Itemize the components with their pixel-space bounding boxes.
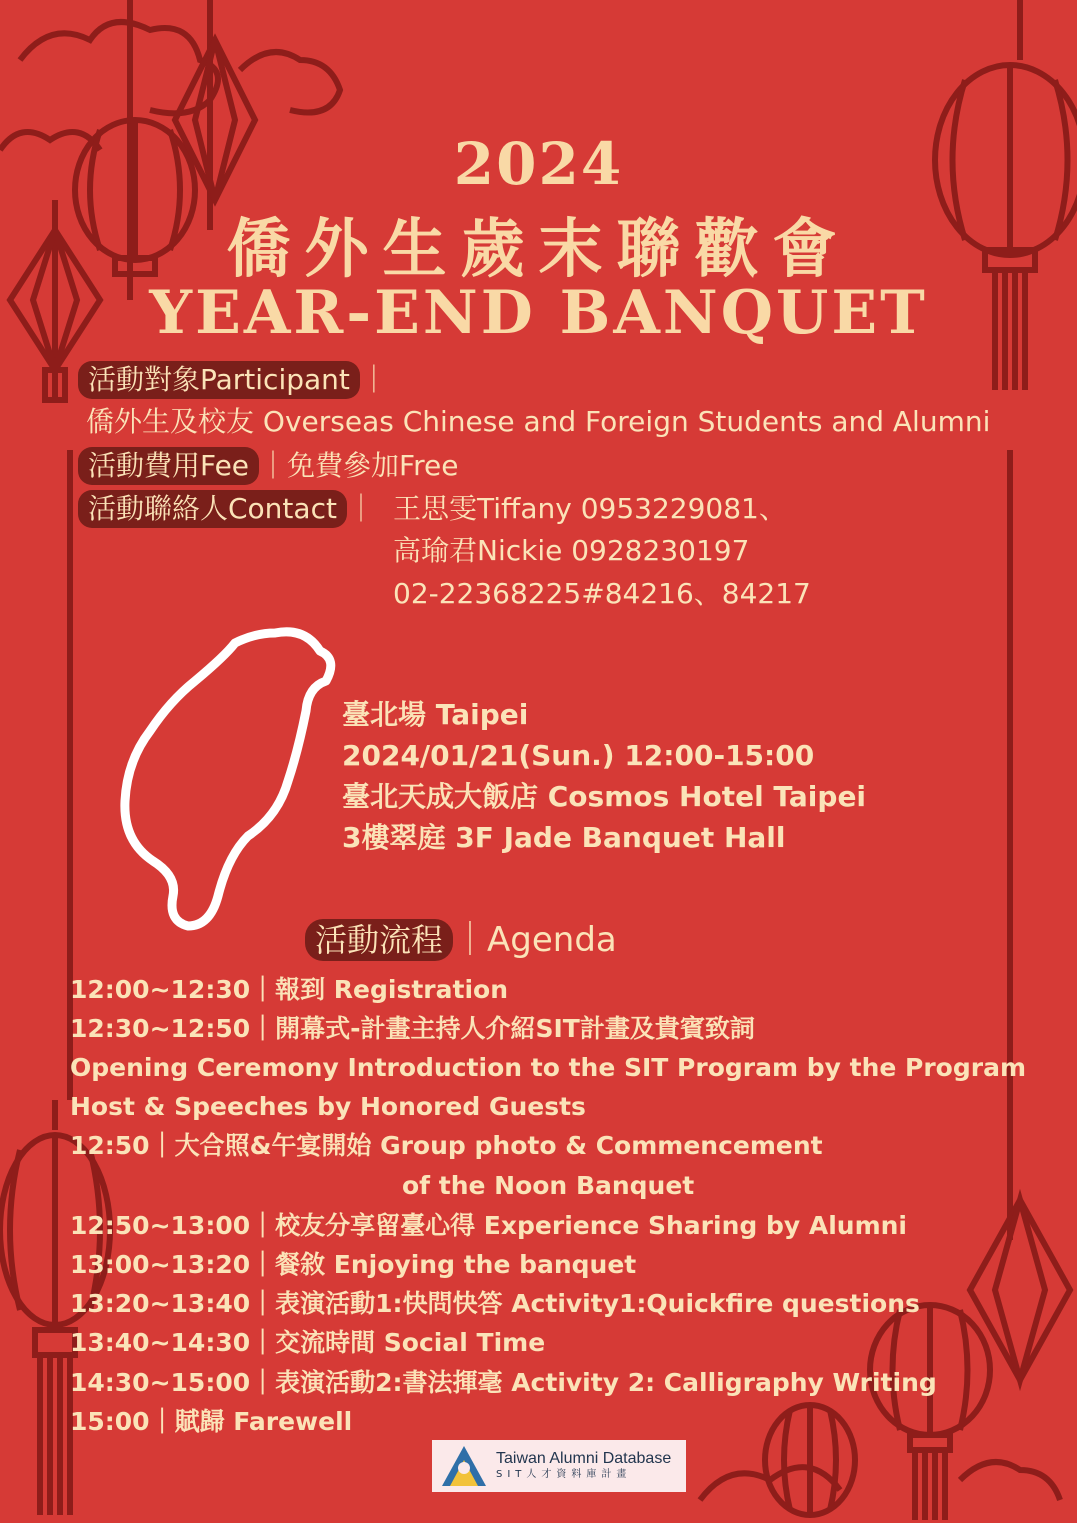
- contact-line-3: 02-22368225#84216、84217: [393, 577, 811, 610]
- agenda-item: Host & Speeches by Honored Guests: [70, 1092, 586, 1121]
- fee-label: 活動費用Fee: [78, 447, 259, 485]
- agenda-item: of the Noon Banquet: [402, 1171, 695, 1200]
- fee-value: 免費參加Free: [287, 449, 459, 482]
- title-english: YEAR-END BANQUET: [149, 278, 928, 348]
- separator: ｜: [359, 363, 388, 396]
- logo-name: Taiwan Alumni Database: [496, 1450, 672, 1467]
- location-hall: 3樓翠庭 3F Jade Banquet Hall: [342, 821, 786, 854]
- taiwan-map-icon: [110, 625, 340, 940]
- location-date: 2024/01/21(Sun.) 12:00-15:00: [342, 739, 815, 772]
- contact-row: [78, 489, 375, 529]
- agenda-item: 12:30~12:50｜開幕式-計畫主持人介紹SIT計畫及貴賓致詞: [70, 1014, 755, 1043]
- location-venue: 臺北天成大飯店 Cosmos Hotel Taipei: [342, 780, 867, 813]
- contact-line-1: 王思雯Tiffany 0953229081、: [393, 492, 787, 525]
- agenda-title: [305, 912, 617, 961]
- agenda-item: 15:00｜賦歸 Farewell: [70, 1407, 353, 1436]
- taiwan-alumni-database-logo: [432, 1440, 686, 1492]
- agenda-item: 12:00~12:30｜報到 Registration: [70, 975, 509, 1004]
- logo-subtitle: SIT人才資料庫計畫: [496, 1469, 632, 1480]
- separator: ｜: [346, 492, 375, 525]
- participant-row: [78, 360, 388, 400]
- location-city: 臺北場 Taipei: [342, 698, 529, 731]
- agenda-item: 13:20~13:40｜表演活動1:快問快答 Activity1:Quickfire questions: [70, 1289, 920, 1318]
- agenda-item: Opening Ceremony Introduction to the SIT Program by the Program: [70, 1053, 1026, 1082]
- contact-line-2: 高瑜君Nickie 0928230197: [393, 534, 750, 567]
- agenda-item: 12:50｜大合照&午宴開始 Group photo & Commencement: [70, 1131, 823, 1160]
- agenda-item: 14:30~15:00｜表演活動2:書法揮毫 Activity 2: Calligraphy Writing: [70, 1368, 937, 1397]
- logo-triangle-icon: [438, 1442, 490, 1490]
- agenda-label-en: Agenda: [487, 920, 617, 960]
- agenda-item: 12:50~13:00｜校友分享留臺心得 Experience Sharing by Alumni: [70, 1211, 907, 1240]
- agenda-label: 活動流程: [305, 919, 453, 961]
- agenda-item: 13:40~14:30｜交流時間 Social Time: [70, 1328, 546, 1357]
- agenda-item: 13:00~13:20｜餐敘 Enjoying the banquet: [70, 1250, 637, 1279]
- fee-row: [78, 446, 458, 486]
- participant-value: 僑外生及校友 Overseas Chinese and Foreign Students and Alumni: [86, 405, 991, 438]
- separator: ｜: [259, 449, 288, 482]
- contact-label: 活動聯絡人Contact: [78, 490, 347, 528]
- title-year: 2024: [453, 130, 624, 198]
- separator: ｜: [453, 920, 488, 960]
- title-chinese: 僑外生歲末聯歡會: [226, 212, 851, 287]
- logo-text: [496, 1450, 671, 1482]
- participant-label: 活動對象Participant: [78, 361, 360, 399]
